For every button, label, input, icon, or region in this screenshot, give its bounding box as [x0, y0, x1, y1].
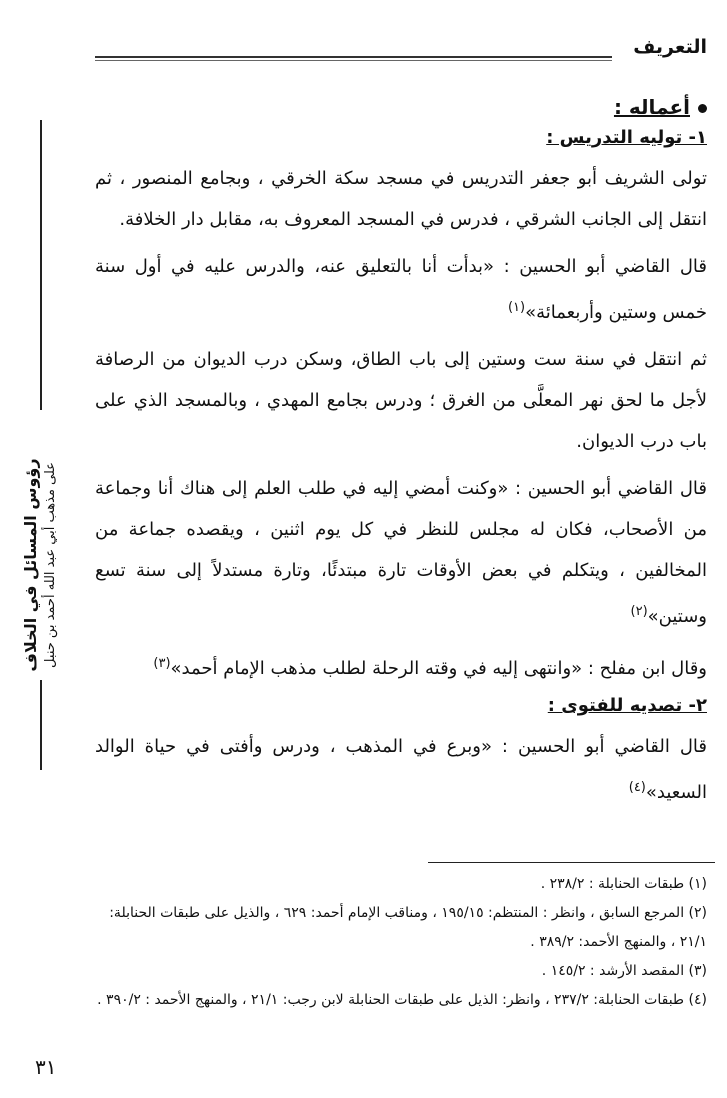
subheading-teaching: ١- توليه التدريس :: [546, 127, 707, 148]
footnotes: [95, 870, 707, 1015]
footnote-rule: [428, 862, 715, 863]
paragraph: قال القاضي أبو الحسين : «وكنت أمضي إليه في طلب العلم إلى هناك أنا وجماعة من الأصحاب، فكان له مجلس للنظر في كل يوم اثنين ، ويقصده جماعة من المخالفين ، ويتكلم في بعض الأوقات تارة مبتدئًا، وتارة مستدلاً إلى سنة تسع وستين»$^{(٢)}$: [95, 478, 707, 627]
footnote-item: (١) طبقات الحنابلة : ٢٣٨/٢ .: [540, 876, 707, 892]
book-subtitle: على مذهب أبي عبد الله أحمد بن حنبل: [43, 462, 58, 668]
page-number: ٣١: [35, 1055, 57, 1079]
running-header: [95, 30, 707, 70]
header-rule: [95, 56, 612, 58]
footnote-item: (٣) المقصد الأرشد : ١٤٥/٢ .: [541, 963, 707, 979]
footnote-mark: (١): [507, 300, 526, 315]
footnote-mark: (٣): [153, 656, 171, 671]
book-title: رؤوس المسائل في الخلاف: [21, 458, 40, 672]
header-title: التعريف: [633, 36, 707, 58]
bullet-icon: [698, 104, 707, 113]
header-rule-thin: [95, 60, 612, 61]
footnote-item: (٢) المرجع السابق ، وانظر : المنتظم: ١٩٥/١٥ ، ومناقب الإمام أحمد: ٦٢٩ ، والذيل على طبقات الحنابلة: ٢١/١ ، والمنهج الأحمد: ٣٨٩/٢ .: [109, 905, 707, 950]
paragraph: وقال ابن مفلح : «وانتهى إليه في وقته الرحلة لطلب مذهب الإمام أحمد»$^{(٣)}$: [153, 656, 707, 679]
paragraph: قال القاضي أبو الحسين : «بدأت أنا بالتعليق عنه، والدرس عليه في أول سنة خمس وستين وأربعمائة»$^{(١)}$: [95, 256, 707, 323]
footnote-mark: (٢): [630, 604, 648, 619]
main-content: [95, 95, 707, 819]
footnote-mark: (٤): [628, 780, 646, 795]
book-title-sidebar: [20, 400, 60, 730]
paragraph: ثم انتقل في سنة ست وستين إلى باب الطاق، وسكن درب الديوان من الرصافة لأجل ما لحق نهر المعلَّى من الغرق ؛ ودرس بجامع المهدي ، وبالمسجد الذي على باب درب الديوان.: [95, 349, 707, 452]
section-heading: أعماله :: [95, 95, 707, 119]
footnote-item: (٤) طبقات الحنابلة: ٢٣٧/٢ ، وانظر: الذيل على طبقات الحنابلة لابن رجب: ٢١/١ ، والمنهج الأحمد : ٣٩٠/٢ .: [97, 992, 707, 1008]
subheading-fatwa: ٢- تصديه للفتوى :: [547, 695, 707, 716]
paragraph: قال القاضي أبو الحسين : «وبرع في المذهب ، ودرس وأفتى في حياة الوالد السعيد»$^{(٤)}$: [95, 736, 707, 803]
sidebar-rule-top: [40, 120, 42, 410]
paragraph: تولى الشريف أبو جعفر التدريس في مسجد سكة الخرقي ، وبجامع المنصور ، ثم انتقل إلى الجانب الشرقي ، فدرس في المسجد المعروف به، مقابل دار الخلافة.: [95, 168, 707, 230]
